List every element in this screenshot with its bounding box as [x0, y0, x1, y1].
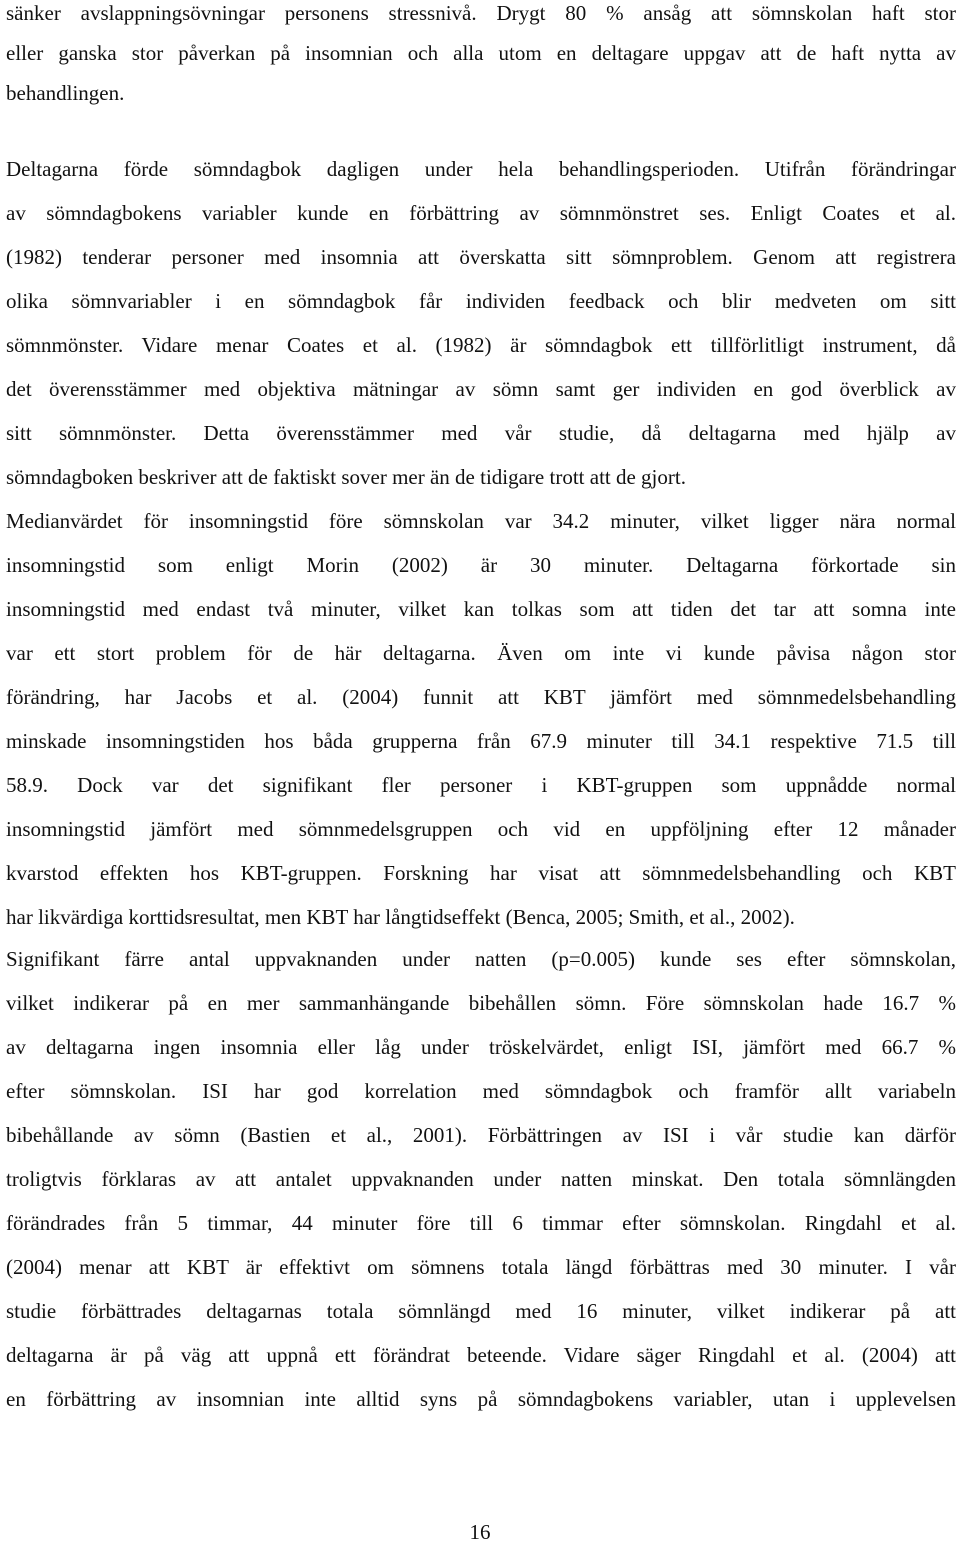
text-line: Medianvärdet för insomningstid före sömnskolan var 34.2 minuter, vilket ligger nära normal: [6, 509, 956, 533]
text-line: av deltagarna ingen insomnia eller låg under tröskelvärdet, enligt ISI, jämfört med 66.7 %: [6, 1035, 956, 1059]
text-line: deltagarna är på väg att uppnå ett förändrat beteende. Vidare säger Ringdahl et al. (2004) att: [6, 1343, 956, 1367]
text-line: var ett stort problem för de här deltagarna. Även om inte vi kunde påvisa någon stor: [6, 641, 956, 665]
text-line: eller ganska stor påverkan på insomnian och alla utom en deltagare uppgav att de haft nytta av: [6, 41, 956, 65]
text-line: insomningstid som enligt Morin (2002) är 30 minuter. Deltagarna förkortade sin: [6, 553, 956, 577]
paragraph-1: [6, 0, 956, 113]
text-line: sömnmönster. Vidare menar Coates et al. (1982) är sömndagbok ett tillförlitligt instrument, då: [6, 333, 956, 357]
text-line: 58.9. Dock var det signifikant fler personer i KBT-gruppen som uppnådde normal: [6, 773, 956, 797]
text-line: Signifikant färre antal uppvaknanden under natten (p=0.005) kunde ses efter sömnskolan,: [6, 947, 956, 971]
paragraph-2: [6, 147, 956, 939]
text-line: olika sömnvariabler i en sömndagbok får individen feedback och blir medveten om sitt: [6, 289, 956, 313]
text-line: har likvärdiga korttidsresultat, men KBT har långtidseffekt (Benca, 2005; Smith, et al., 2002).: [6, 905, 795, 929]
text-line: kvarstod effekten hos KBT-gruppen. Forskning har visat att sömnmedelsbehandling och KBT: [6, 861, 956, 885]
text-line: en förbättring av insomnian inte alltid syns på sömndagbokens variabler, utan i upplevelsen: [6, 1387, 956, 1411]
text-line: troligtvis förklaras av att antalet uppvaknanden under natten minskat. Den totala sömnlängden: [6, 1167, 956, 1191]
text-line: efter sömnskolan. ISI har god korrelation med sömndagbok och framför allt variabeln: [6, 1079, 956, 1103]
text-line: behandlingen.: [6, 81, 125, 105]
text-line: sitt sömnmönster. Detta överensstämmer med vår studie, då deltagarna med hjälp av: [6, 421, 956, 445]
text-line: av sömndagbokens variabler kunde en förbättring av sömnmönstret ses. Enligt Coates et al.: [6, 201, 956, 225]
text-line: förändrades från 5 timmar, 44 minuter före till 6 timmar efter sömnskolan. Ringdahl et al.: [6, 1211, 956, 1235]
text-line: (2004) menar att KBT är effektivt om sömnens totala längd förbättras med 30 minuter. I vår: [6, 1255, 956, 1279]
text-line: Deltagarna förde sömndagbok dagligen under hela behandlingsperioden. Utifrån förändringar: [6, 157, 956, 181]
text-line: bibehållande av sömn (Bastien et al., 2001). Förbättringen av ISI i vår studie kan därför: [6, 1123, 956, 1147]
paragraph-3: [6, 937, 956, 1421]
text-line: minskade insomningstiden hos båda grupperna från 67.9 minuter till 34.1 respektive 71.5 till: [6, 729, 956, 753]
text-line: sänker avslappningsövningar personens stressnivå. Drygt 80 % ansåg att sömnskolan haft stor: [6, 1, 956, 25]
text-line: studie förbättrades deltagarnas totala sömnlängd med 16 minuter, vilket indikerar på att: [6, 1299, 956, 1323]
text-line: vilket indikerar på en mer sammanhängande bibehållen sömn. Före sömnskolan hade 16.7 %: [6, 991, 956, 1015]
text-line: (1982) tenderar personer med insomnia att överskatta sitt sömnproblem. Genom att registrera: [6, 245, 956, 269]
text-line: förändring, har Jacobs et al. (2004) funnit att KBT jämfört med sömnmedelsbehandling: [6, 685, 956, 709]
page-number: 16: [469, 1520, 491, 1543]
text-line: det överensstämmer med objektiva mätningar av sömn samt ger individen en god överblick av: [6, 377, 956, 401]
text-line: insomningstid jämfört med sömnmedelsgruppen och vid en uppföljning efter 12 månader: [6, 817, 956, 841]
text-line: sömndagboken beskriver att de faktiskt sover mer än de tidigare trott att de gjort.: [6, 465, 686, 489]
text-line: insomningstid med endast två minuter, vilket kan tolkas som att tiden det tar att somna inte: [6, 597, 956, 621]
